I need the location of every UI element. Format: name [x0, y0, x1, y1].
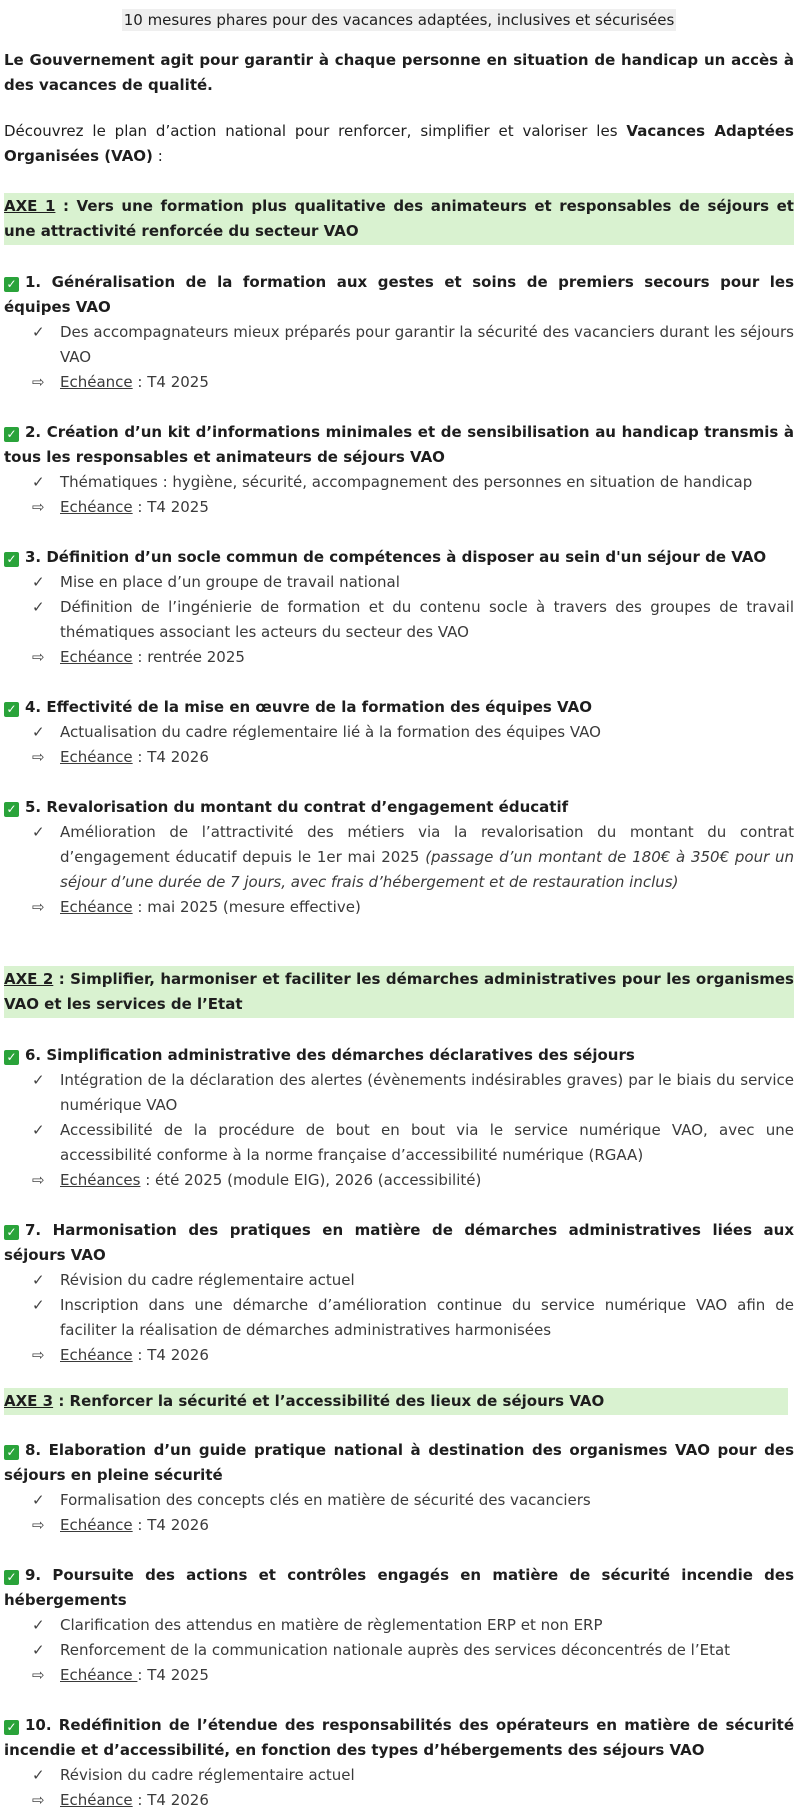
item-text: Amélioration de l’attractivité des métiers via la revalorisation du montant du contrat d’engagement éducatif depuis le 1er mai 2025 [60, 823, 794, 866]
right-arrow-icon: ⇨ [32, 498, 45, 516]
deadline-label: Echéance [60, 1791, 133, 1809]
check-tick-icon: ✓ [32, 723, 45, 741]
measure-block [4, 1438, 794, 1538]
check-tick-icon: ✓ [32, 598, 45, 616]
deadline-item [4, 645, 794, 670]
check-tick-icon: ✓ [32, 823, 45, 841]
deadline-item [4, 1788, 794, 1813]
check-tick-icon: ✓ [32, 473, 45, 491]
list-item [4, 820, 794, 895]
list-item [4, 1638, 794, 1663]
measure-title-text: 1. Généralisation de la formation aux gestes et soins de premiers secours pour les équipes VAO [4, 273, 794, 316]
list-item [4, 1118, 794, 1168]
item-text: Révision du cadre réglementaire actuel [60, 1766, 355, 1784]
check-tick-icon: ✓ [32, 573, 45, 591]
axe-text: : Renforcer la sécurité et l’accessibilité des lieux de séjours VAO [53, 1392, 605, 1410]
deadline-item [4, 495, 794, 520]
deadline-label: Echéance [60, 1666, 138, 1684]
deadline-label: Echéance [60, 1346, 133, 1364]
intro-text-2: Découvrez le plan d’action national pour renforcer, simplifier et valoriser les [4, 122, 618, 140]
deadline-label: Echéances [60, 1171, 141, 1189]
intro-vao-term: Vacances Adaptées Organisées (VAO) [4, 122, 794, 165]
measure-block [4, 1218, 794, 1368]
measure-items [4, 570, 794, 670]
check-tick-icon: ✓ [32, 1271, 45, 1289]
axes-container [4, 169, 794, 1813]
measure-items [4, 470, 794, 520]
measure-title-text: 10. Redéfinition de l’étendue des responsabilités des opérateurs en matière de sécurité incendie et d’accessibilité, en fonction des types d’hébergements des séjours VAO [4, 1716, 794, 1759]
list-item [4, 1293, 794, 1343]
check-tick-icon: ✓ [32, 1616, 45, 1634]
axe-heading [4, 1388, 788, 1415]
measure-items [4, 820, 794, 920]
check-tick-icon: ✓ [32, 1296, 45, 1314]
deadline-item [4, 895, 794, 920]
white-check-mark-icon: ✓ [4, 802, 19, 817]
measure-title-text: 9. Poursuite des actions et contrôles engagés en matière de sécurité incendie des hébergements [4, 1566, 794, 1609]
white-check-mark-icon: ✓ [4, 427, 19, 442]
white-check-mark-icon: ✓ [4, 1445, 19, 1460]
deadline-item [4, 370, 794, 395]
measure-title [4, 695, 794, 720]
measure-items [4, 1613, 794, 1688]
check-tick-icon: ✓ [32, 1071, 45, 1089]
measure-block [4, 695, 794, 770]
measure-title [4, 1563, 794, 1613]
measure-block [4, 1043, 794, 1193]
list-item [4, 1268, 794, 1293]
axe-id: AXE 1 [4, 197, 56, 215]
check-tick-icon: ✓ [32, 1766, 45, 1784]
measure-block [4, 545, 794, 670]
deadline-label: Echéance [60, 373, 133, 391]
measure-title-text: 4. Effectivité de la mise en œuvre de la formation des équipes VAO [25, 698, 592, 716]
white-check-mark-icon: ✓ [4, 1225, 19, 1240]
item-text: Renforcement de la communication nationale auprès des services déconcentrés de l’Etat [60, 1641, 731, 1659]
deadline-label: Echéance [60, 1516, 133, 1534]
list-item [4, 1068, 794, 1118]
intro-paragraph-2 [4, 119, 794, 169]
spacer [4, 169, 794, 193]
item-text: Accessibilité de la procédure de bout en bout via le service numérique VAO, avec une accessibilité conforme à la norme française d’accessibilité numérique (RGAA) [60, 1121, 794, 1164]
measure-items [4, 320, 794, 395]
item-text: Révision du cadre réglementaire actuel [60, 1271, 355, 1289]
deadline-label: Echéance [60, 748, 133, 766]
list-item [4, 470, 794, 495]
right-arrow-icon: ⇨ [32, 1516, 45, 1534]
deadline-label: Echéance [60, 498, 133, 516]
right-arrow-icon: ⇨ [32, 898, 45, 916]
spacer [4, 1368, 794, 1388]
right-arrow-icon: ⇨ [32, 373, 45, 391]
check-tick-icon: ✓ [32, 323, 45, 341]
item-text: Des accompagnateurs mieux préparés pour garantir la sécurité des vacanciers durant les séjours VAO [60, 323, 794, 366]
list-item [4, 595, 794, 645]
deadline-item [4, 1168, 794, 1193]
item-text: Actualisation du cadre réglementaire lié à la formation des équipes VAO [60, 723, 601, 741]
deadline-item [4, 745, 794, 770]
measure-title-text: 5. Revalorisation du montant du contrat d’engagement éducatif [25, 798, 569, 816]
axe-text: : Vers une formation plus qualitative des animateurs et responsables de séjours et une attractivité renforcée du secteur VAO [4, 197, 794, 240]
right-arrow-icon: ⇨ [32, 1791, 45, 1809]
item-text: Clarification des attendus en matière de règlementation ERP et non ERP [60, 1616, 603, 1634]
deadline-label: Echéance [60, 898, 133, 916]
document [4, 9, 794, 1813]
right-arrow-icon: ⇨ [32, 1666, 45, 1684]
measure-items [4, 1763, 794, 1813]
measure-title-text: 7. Harmonisation des pratiques en matière de démarches administratives liées aux séjours VAO [4, 1221, 794, 1264]
measure-title-text: 3. Définition d’un socle commun de compétences à disposer au sein d'un séjour de VAO [25, 548, 767, 566]
item-text: Formalisation des concepts clés en matière de sécurité des vacanciers [60, 1491, 591, 1509]
measure-items [4, 1068, 794, 1193]
list-item [4, 320, 794, 370]
measure-title [4, 270, 794, 320]
right-arrow-icon: ⇨ [32, 648, 45, 666]
measure-block [4, 1563, 794, 1688]
deadline-item [4, 1663, 794, 1688]
axe-heading [4, 193, 794, 245]
measure-title-text: 6. Simplification administrative des démarches déclaratives des séjours [25, 1046, 635, 1064]
deadline-label: Echéance [60, 648, 133, 666]
measure-block [4, 1713, 794, 1813]
measure-title [4, 1713, 794, 1763]
list-item [4, 1763, 794, 1788]
white-check-mark-icon: ✓ [4, 1720, 19, 1735]
intro-colon: : [152, 147, 163, 165]
item-text: Mise en place d’un groupe de travail national [60, 573, 400, 591]
deadline-item [4, 1343, 794, 1368]
spacer [4, 920, 794, 966]
check-tick-icon: ✓ [32, 1491, 45, 1509]
measure-title [4, 1218, 794, 1268]
item-text: Définition de l’ingénierie de formation et du contenu socle à travers des groupes de travail thématiques associant les acteurs du secteur des VAO [60, 598, 794, 641]
measure-items [4, 720, 794, 770]
axe-text: : Simplifier, harmoniser et faciliter les démarches administratives pour les organismes VAO et les services de l’Etat [4, 970, 794, 1013]
axe-heading [4, 966, 794, 1018]
list-item [4, 720, 794, 745]
measure-title [4, 420, 794, 470]
measure-block [4, 420, 794, 520]
intro-text-1: Le Gouvernement agit pour garantir à chaque personne en situation de handicap un accès à des vacances de qualité. [4, 51, 794, 94]
spacer [4, 98, 794, 119]
title-wrap [4, 9, 794, 31]
deadline-item [4, 1513, 794, 1538]
deadline-value: : été 2025 (module EIG), 2026 (accessibilité) [140, 1171, 482, 1189]
intro-paragraph-1 [4, 48, 794, 98]
white-check-mark-icon: ✓ [4, 1570, 19, 1585]
deadline-value: : mai 2025 (mesure effective) [132, 898, 361, 916]
right-arrow-icon: ⇨ [32, 1171, 45, 1189]
right-arrow-icon: ⇨ [32, 748, 45, 766]
measure-title [4, 545, 794, 570]
deadline-value: : T4 2025 [137, 1666, 209, 1684]
deadline-value: : T4 2026 [132, 1346, 209, 1364]
list-item [4, 1613, 794, 1638]
page-title: 10 mesures phares pour des vacances adaptées, inclusives et sécurisées [123, 11, 675, 29]
deadline-value: : T4 2026 [132, 1791, 209, 1809]
measure-items [4, 1488, 794, 1538]
measure-title-text: 8. Elaboration d’un guide pratique national à destination des organismes VAO pour des séjours en pleine sécurité [4, 1441, 794, 1484]
white-check-mark-icon: ✓ [4, 277, 19, 292]
item-text: Thématiques : hygiène, sécurité, accompagnement des personnes en situation de handicap [60, 473, 753, 491]
check-tick-icon: ✓ [32, 1121, 45, 1139]
deadline-value: : T4 2025 [132, 498, 209, 516]
white-check-mark-icon: ✓ [4, 702, 19, 717]
item-italic-text: (passage d’un montant de 180€ à 350€ pour un séjour d’une durée de 7 jours, avec frais d’hébergement et de restauration inclus) [60, 848, 794, 891]
deadline-value: : T4 2026 [132, 748, 209, 766]
measure-block [4, 795, 794, 920]
measure-title [4, 795, 794, 820]
measure-title [4, 1043, 794, 1068]
list-item [4, 1488, 794, 1513]
axe-id: AXE 2 [4, 970, 54, 988]
item-text: Intégration de la déclaration des alertes (évènements indésirables graves) par le biais du service numérique VAO [60, 1071, 794, 1114]
axe-id: AXE 3 [4, 1392, 54, 1410]
white-check-mark-icon: ✓ [4, 552, 19, 567]
list-item [4, 570, 794, 595]
measure-block [4, 270, 794, 395]
right-arrow-icon: ⇨ [32, 1346, 45, 1364]
measure-title [4, 1438, 794, 1488]
deadline-value: : T4 2026 [132, 1516, 209, 1534]
check-tick-icon: ✓ [32, 1641, 45, 1659]
measure-items [4, 1268, 794, 1368]
deadline-value: : rentrée 2025 [132, 648, 245, 666]
deadline-value: : T4 2025 [132, 373, 209, 391]
item-text: Inscription dans une démarche d’amélioration continue du service numérique VAO afin de faciliter la réalisation de démarches administratives harmonisées [60, 1296, 794, 1339]
white-check-mark-icon: ✓ [4, 1050, 19, 1065]
measure-title-text: 2. Création d’un kit d’informations minimales et de sensibilisation au handicap transmis à tous les responsables et animateurs de séjours VAO [4, 423, 794, 466]
